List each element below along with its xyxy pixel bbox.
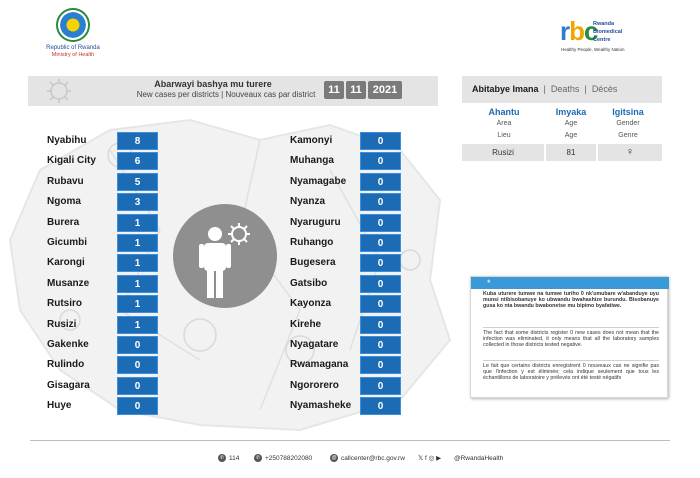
- district-row: [290, 193, 402, 211]
- case-count: 5: [117, 173, 158, 191]
- district-name: Nyabihu: [47, 135, 87, 146]
- district-name: Rubavu: [47, 175, 84, 187]
- district-name: Gatsibo: [290, 277, 328, 289]
- note-english: The fact that some districts register 0 new cases does not mean that the infection was eliminated, it only means that all the laboratory samples collected in those districts tested negative.: [483, 330, 659, 349]
- district-name: Kayonza: [290, 298, 332, 310]
- note-star: *: [471, 277, 669, 289]
- rbc-tagline: Healthy People, Wealthy Nation: [561, 47, 625, 52]
- deaths-panel: [462, 76, 662, 164]
- case-count: 8: [117, 132, 158, 150]
- title-band: [28, 76, 438, 106]
- district-row: [290, 295, 402, 313]
- district-row: [47, 234, 159, 252]
- case-count: 1: [117, 254, 158, 272]
- district-row: [290, 234, 402, 252]
- date-day: 11: [324, 81, 344, 99]
- district-row: [47, 336, 159, 354]
- gov-line-2: Ministry of Health: [51, 52, 95, 58]
- note-kinyarwanda: Kuba uturere tumwe na tumwe turiho 0 nk'umubare w'abanduye uyu munsi ntibisobanuye ko ubwandu bwahashize burundu. Bisobanuye gusa ko nta bwandu bwabonetse mu bipimo byafatiwe.: [483, 291, 659, 310]
- case-count: 0: [360, 254, 401, 272]
- case-count: 0: [360, 193, 401, 211]
- district-row: [47, 356, 159, 374]
- district-row: [47, 173, 159, 191]
- district-row: [47, 132, 159, 150]
- district-name: Rutsiro: [47, 298, 82, 310]
- footer-divider: [30, 440, 670, 441]
- person-virus-icon: [173, 204, 277, 308]
- whatsapp-number: ✆ +250788202080: [255, 455, 313, 462]
- case-count: 0: [360, 152, 401, 170]
- case-count: 0: [117, 377, 158, 395]
- district-row: [47, 193, 159, 211]
- rbc-wordmark: rbc: [560, 16, 598, 46]
- district-row: [290, 152, 402, 170]
- date-month: 11: [346, 81, 366, 99]
- case-count: 0: [360, 397, 401, 415]
- district-name: Kamonyi: [290, 135, 333, 146]
- case-count: 0: [360, 377, 401, 395]
- district-row: [290, 254, 402, 272]
- case-count: 0: [117, 356, 158, 374]
- district-name: Bugesera: [290, 257, 336, 269]
- rbc-logo: [560, 17, 670, 57]
- case-count: 1: [117, 214, 158, 232]
- case-count: 3: [117, 193, 158, 211]
- rbc-full-name: Rwanda Biomedical Centre: [593, 21, 623, 43]
- district-row: [47, 152, 159, 170]
- death-area-cell: Rusizi: [462, 144, 544, 161]
- death-age-cell: 81: [546, 144, 596, 161]
- title-en-fr: New cases per districts | Nouveaux cas par district: [136, 90, 316, 99]
- district-name: Nyagatare: [290, 339, 339, 350]
- district-row: [290, 214, 402, 232]
- ministry-of-health-logo: [38, 8, 108, 59]
- whatsapp-icon: ✆: [255, 455, 261, 462]
- district-name: Ngororero: [290, 379, 339, 391]
- note-divider: [483, 360, 659, 361]
- case-count: 0: [360, 336, 401, 354]
- case-count: 0: [360, 295, 401, 313]
- footer-contacts: [0, 453, 700, 465]
- case-count: 1: [117, 316, 158, 334]
- email-icon: @: [331, 455, 337, 462]
- female-icon: ♀: [598, 144, 662, 161]
- district-name: Gicumbi: [47, 237, 88, 248]
- district-name: Kigali City: [47, 155, 96, 167]
- deaths-col-age: Imyaka Age Age: [555, 107, 587, 139]
- case-count: 0: [117, 397, 158, 415]
- case-count: 0: [360, 316, 401, 334]
- deaths-header: Abitabye Imana | Deaths | Décès: [462, 76, 662, 103]
- district-name: Huye: [47, 400, 72, 412]
- district-name: Karongi: [47, 257, 85, 269]
- case-count: 0: [360, 173, 401, 191]
- district-name: Rusizi: [47, 318, 77, 330]
- district-row: [47, 397, 159, 415]
- gov-line-1: Republic of Rwanda: [46, 45, 100, 51]
- case-count: 0: [360, 234, 401, 252]
- district-name: Rwamagana: [290, 359, 349, 371]
- case-count: 0: [360, 214, 401, 232]
- case-count: 0: [360, 132, 401, 150]
- district-row: [290, 173, 402, 191]
- note-french: Le fait que certains districts enregistrent 0 nouveaux cas ne signifie pas que l'infection y est éliminée; cela indique seulement que tous les échantillons de laboratoire y prélevés ont été testé négatifs: [483, 363, 659, 382]
- rwanda-seal-icon: [56, 8, 90, 42]
- case-count: 0: [360, 275, 401, 293]
- district-name: Nyaruguru: [290, 216, 341, 228]
- case-count: 1: [117, 275, 158, 293]
- district-row: [290, 275, 402, 293]
- district-row: [47, 377, 159, 395]
- deaths-col-area: Ahantu Area Lieu: [488, 107, 520, 139]
- district-name: Musanze: [47, 277, 90, 289]
- district-name: Rulindo: [47, 359, 85, 371]
- person-icon: [173, 204, 277, 308]
- district-row: [47, 316, 159, 334]
- district-name: Kirehe: [290, 318, 322, 330]
- hotline: ✆ 114: [219, 455, 240, 462]
- district-row: [290, 336, 402, 354]
- district-row: [290, 397, 402, 415]
- district-name: Nyamasheke: [290, 400, 352, 412]
- date-year: 2021: [368, 81, 402, 99]
- district-name: Nyamagabe: [290, 175, 347, 187]
- case-count: 0: [117, 336, 158, 354]
- case-count: 6: [117, 152, 158, 170]
- district-row: [290, 316, 402, 334]
- note-divider: [483, 327, 659, 328]
- district-row: [47, 275, 159, 293]
- district-row: [47, 214, 159, 232]
- social-icons: 𝕏 f ◎ ▶: [418, 455, 442, 462]
- email: @ callcenter@rbc.gov.rw: [331, 455, 405, 462]
- district-name: Gakenke: [47, 339, 89, 350]
- district-row: [290, 356, 402, 374]
- phone-icon: ✆: [219, 455, 225, 462]
- district-name: Nyanza: [290, 196, 326, 208]
- district-row: [47, 295, 159, 313]
- case-count: 1: [117, 234, 158, 252]
- disclaimer-note: [470, 276, 668, 398]
- district-name: Ngoma: [47, 196, 81, 208]
- district-row: [290, 377, 402, 395]
- district-name: Muhanga: [290, 155, 334, 167]
- case-count: 1: [117, 295, 158, 313]
- title-kinyarwanda: Abarwayi bashya mu turere: [154, 79, 272, 89]
- deaths-col-gender: Igitsina Gender Genre: [612, 107, 644, 139]
- social-handle: @RwandaHealth: [454, 455, 504, 462]
- district-name: Burera: [47, 216, 80, 228]
- case-count: 0: [360, 356, 401, 374]
- district-row: [290, 132, 402, 150]
- district-name: Ruhango: [290, 237, 334, 248]
- virus-icon: [42, 78, 76, 104]
- district-row: [47, 254, 159, 272]
- district-name: Gisagara: [47, 379, 90, 391]
